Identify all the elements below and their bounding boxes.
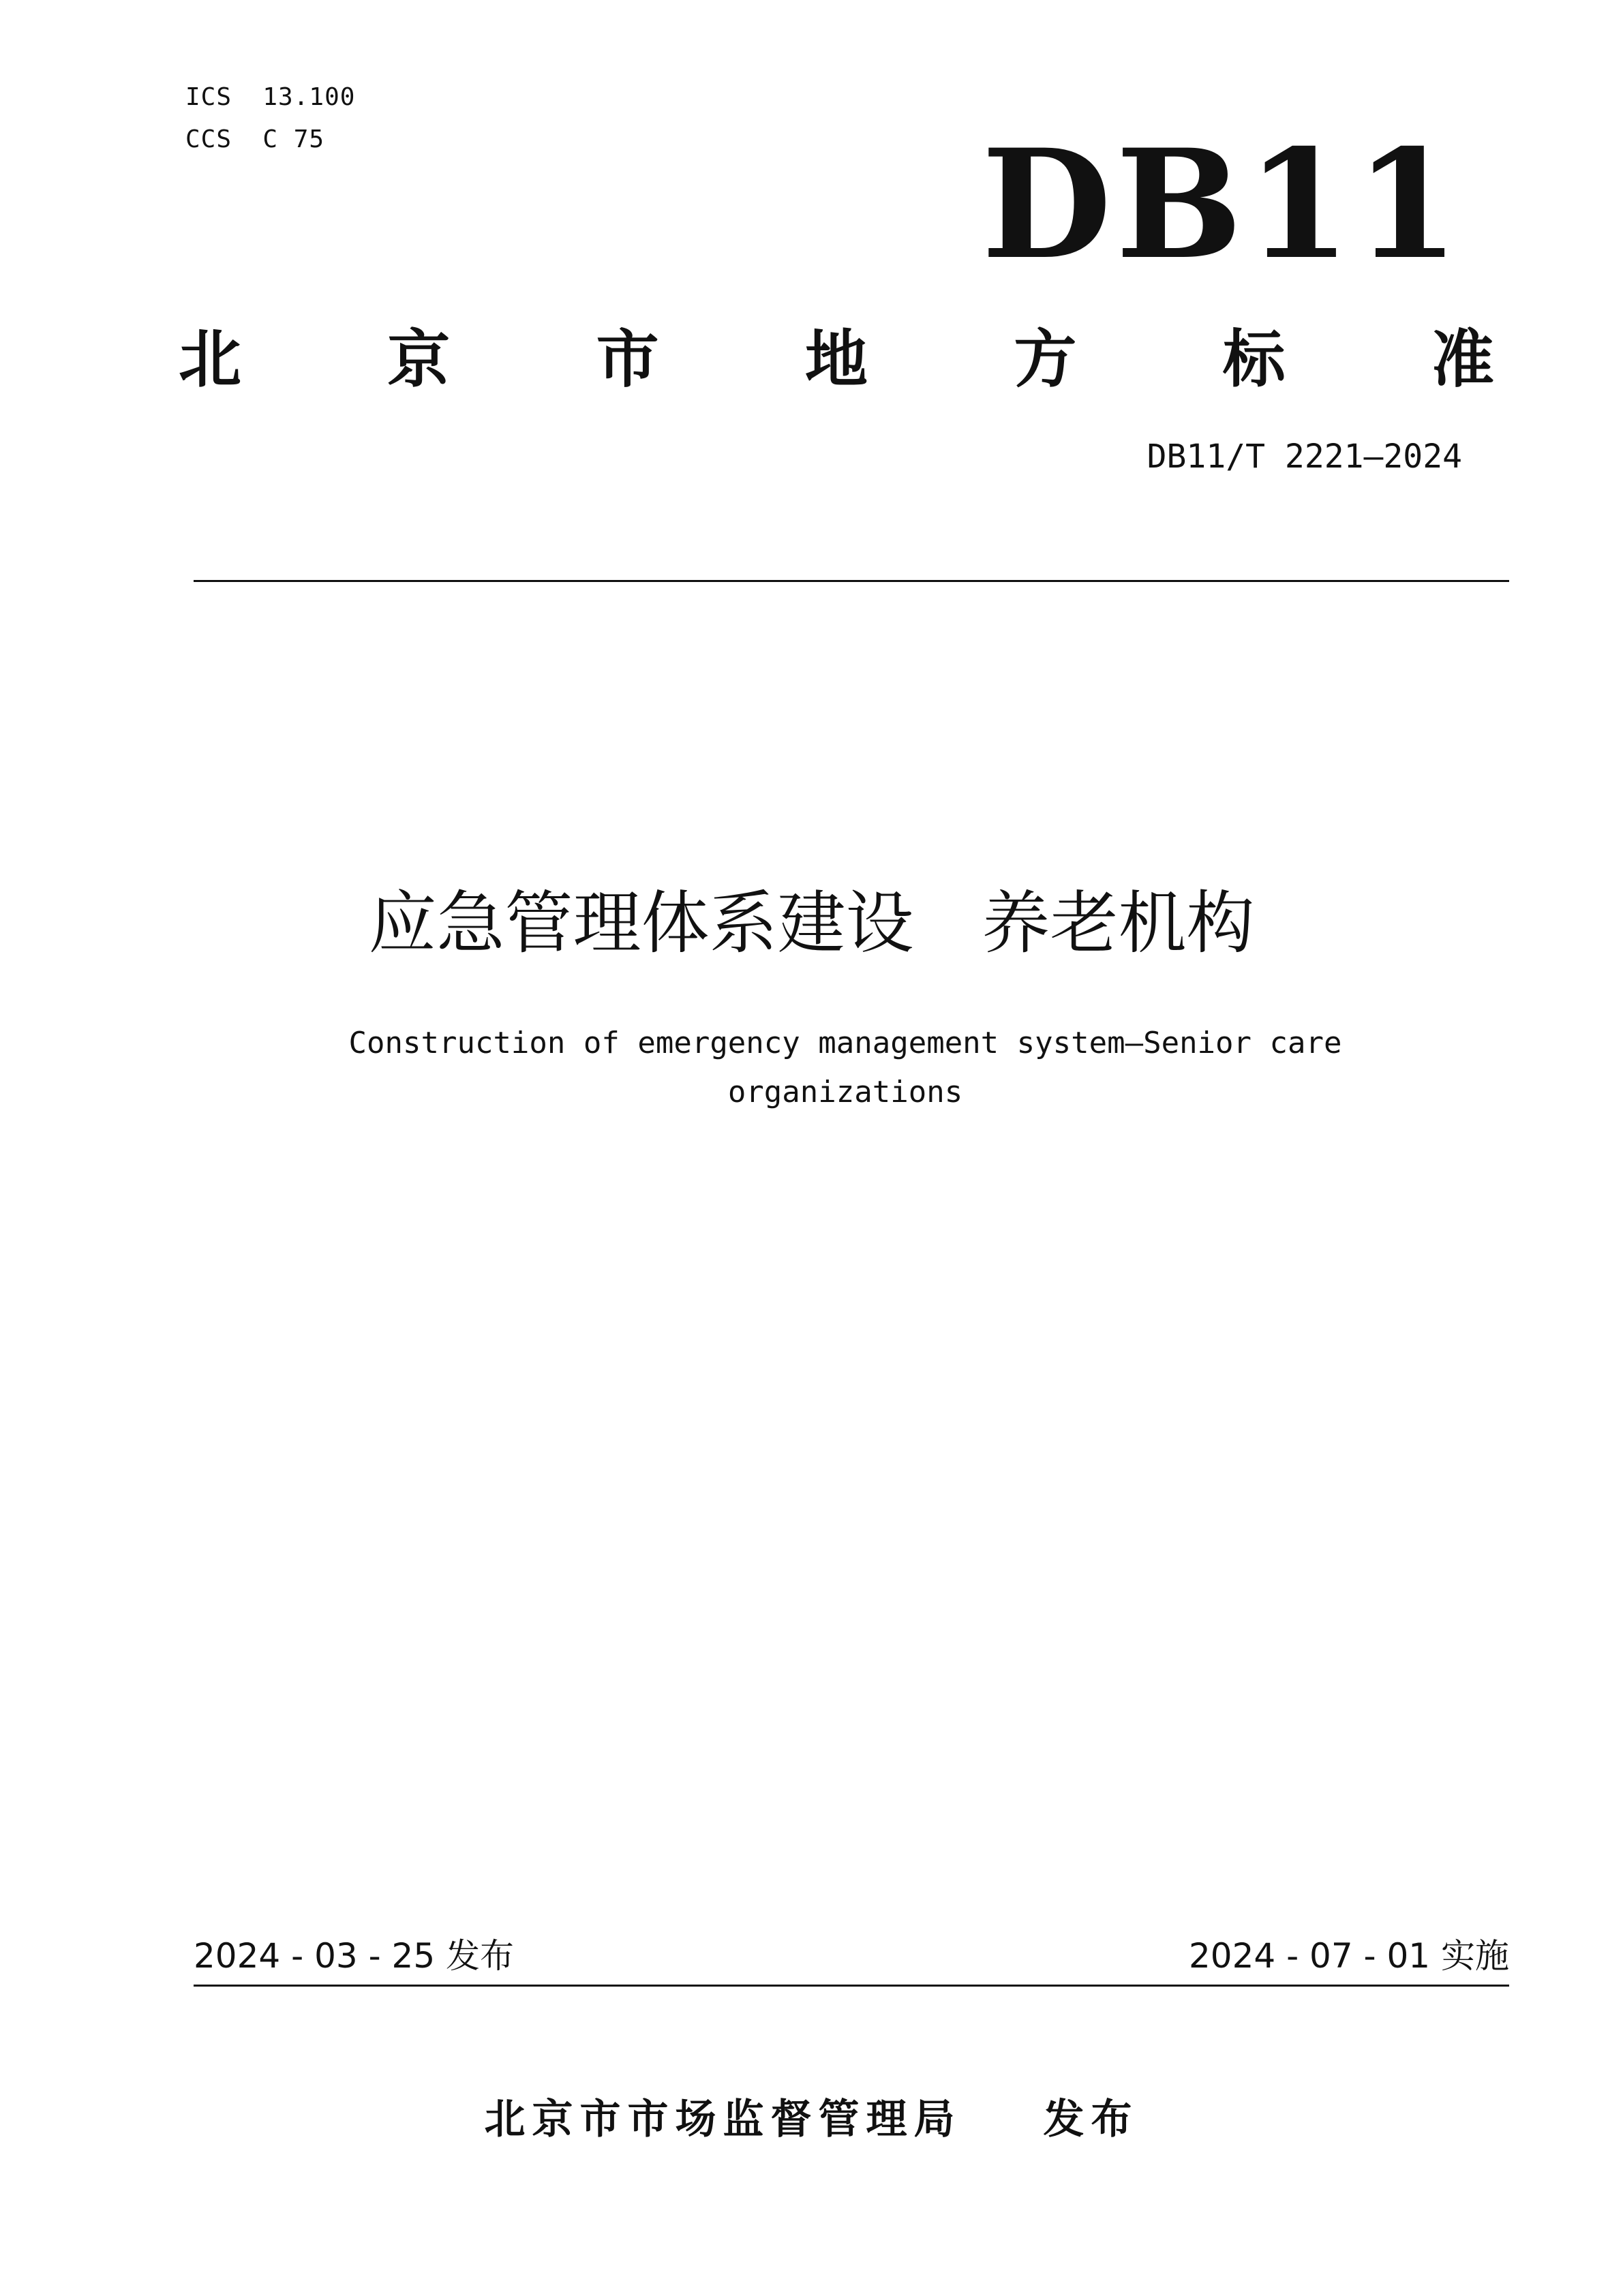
ics-code: ICS 13.100 bbox=[185, 83, 356, 111]
issuer-name: 北京市市场监督管理局 bbox=[484, 2096, 962, 2143]
standard-type-char: 北 bbox=[179, 323, 242, 396]
english-title-line: Construction of emergency management system—Senior care bbox=[348, 1026, 1342, 1060]
issuer-action: 发布 bbox=[1043, 2096, 1139, 2143]
ccs-code: CCS C 75 bbox=[185, 125, 325, 153]
english-title-line: organizations bbox=[727, 1075, 963, 1109]
standard-number: DB11/T 2221—2024 bbox=[1147, 438, 1462, 476]
document-title-chinese: 应急管理体系建设 养老机构 bbox=[368, 883, 1255, 963]
standard-type-char: 准 bbox=[1431, 323, 1494, 396]
db11-logo: DB11 bbox=[982, 116, 1463, 292]
standard-type-char: 京 bbox=[387, 323, 451, 396]
header-divider bbox=[194, 580, 1509, 582]
classification-codes bbox=[185, 76, 355, 161]
implementation-date: 2024 - 07 - 01 实施 bbox=[1188, 1936, 1509, 1976]
standard-type-char: 市 bbox=[596, 323, 659, 396]
standard-type-char: 地 bbox=[804, 323, 868, 396]
issuing-authority bbox=[0, 2092, 1623, 2147]
standard-type-char: 方 bbox=[1014, 323, 1077, 396]
standard-type-char: 标 bbox=[1222, 323, 1286, 396]
issue-date: 2024 - 03 - 25 发布 bbox=[194, 1936, 515, 1976]
standard-type-title bbox=[179, 313, 1494, 395]
document-title-english bbox=[300, 1019, 1391, 1117]
date-divider bbox=[194, 1985, 1509, 1987]
